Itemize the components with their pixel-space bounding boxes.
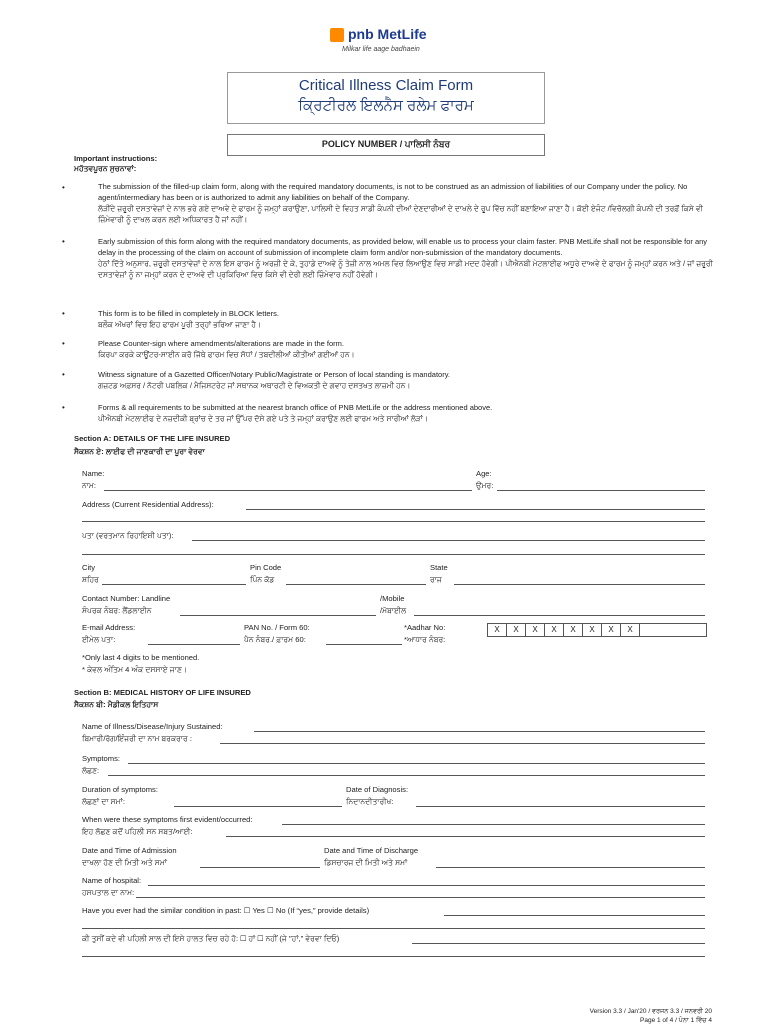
page-number: Page 1 of 4 / ਪੰਨਾ 1 ਵਿੱਚ 4 — [640, 1017, 712, 1024]
diagnosis-input[interactable] — [416, 806, 705, 807]
policy-number-label: POLICY NUMBER / ਪਾਲਿਸੀ ਨੰਬਰ — [321, 139, 451, 149]
duration-label-pa: ਲੱਛਣਾਂ ਦਾ ਸਮਾਂ: — [82, 797, 125, 806]
aadhar-digit-box[interactable]: X — [620, 623, 640, 637]
aadhar-digit-box[interactable]: X — [582, 623, 602, 637]
mobile-label-en: /Mobile — [380, 594, 405, 603]
illness-label-pa: ਬਿਮਾਰੀ/ਰੋਗ/ਇੰਜਰੀ ਦਾ ਨਾਮ ਬਰਕਰਾਰ : — [82, 734, 192, 743]
email-input[interactable] — [148, 644, 240, 645]
discharge-input[interactable] — [436, 867, 705, 868]
brand-logo — [330, 24, 450, 64]
section-a-title-pa: ਸੈਕਸ਼ਨ ਏ: ਲਾਈਫ ਦੀ ਜਾਣਕਾਰੀ ਦਾ ਪੂਰਾ ਵੇਰਵਾ — [74, 447, 205, 456]
bullet-icon: • — [62, 183, 65, 192]
age-label-pa: ਉਮਰ: — [476, 481, 494, 490]
instruction-5 — [98, 369, 718, 391]
instruction-2 — [98, 236, 718, 280]
pin-label-en: Pin Code — [250, 563, 282, 572]
hospital-label-en: Name of hospital: — [82, 876, 142, 885]
diagnosis-label-pa: ਨਿਦਾਨਦੀਤਾਰੀਖ: — [346, 797, 394, 806]
form-title-box — [227, 72, 545, 124]
section-a-title-en: Section A: DETAILS OF THE LIFE INSURED — [74, 434, 231, 443]
admission-label-en: Date and Time of Admission — [82, 846, 177, 855]
section-b-title-en: Section B: MEDICAL HISTORY OF LIFE INSURED — [74, 688, 251, 697]
similar-details-input-2[interactable] — [82, 928, 705, 929]
discharge-label-pa: ਡਿਸਚਾਰਜ ਦੀ ਮਿਤੀ ਅਤੇ ਸਮਾਂ — [324, 858, 408, 867]
instruction-5-pa: ਗਜ਼ਟਡ ਅਫ਼ਸਰ / ਨੋਟਰੀ ਪਬਲਿਕ / ਮੈਜਿਸਟਰੇਟ ਜਾਂ ਸਥਾਨਕ ਅਥਾਰਟੀ ਦੇ ਵਿਅਕਤੀ ਦੇ ਗਵਾਹ ਦਸਤਖਤ ਲਾਜ਼ਮੀ ਹਨ। — [98, 381, 411, 390]
instruction-1-pa: ਲੋੜੀਂਦੇ ਜ਼ਰੂਰੀ ਦਸਤਾਵੇਜ਼ਾਂ ਦੇ ਨਾਲ ਭਰੇ ਗਏ ਦਾਅਵੇ ਦੇ ਫਾਰਮ ਨੂੰ ਜਮ੍ਹਾਂ ਕਰਾਉਣਾ, ਪਾਲਿਸੀ ਦੇ ਵਿਹਤ ਸਾਡੀ ਕੰਪਨੀ ਦੀਆਂ ਦੇਣਦਾਰੀਆਂ ਦੇ ਦਾਖਲੇ ਦੇ ਰੂਪ ਵਿੱਚ ਨਹੀਂ ਬਣਾਇਆ ਜਾਣਾ ਹੈ। ਕੋਈ ਏਜੰਟ /ਵਿਚੋਲਗੀ ਕੰਪਨੀ ਦੀ ਤਰਫ਼ੋਂ ਕਿਸੇ ਵੀ ਜ਼ਿੰਮੇਵਾਰੀ ਨੂੰ ਦਾਖਲ ਕਰਨ ਲਈ ਅਧਿਕਾਰਤ ਹੈ ਜਾਂ ਨਹੀਂ। — [98, 204, 703, 224]
aadhar-digit-box[interactable]: X — [506, 623, 526, 637]
similar-condition-question-en[interactable]: Have you ever had the similar condition in past: ☐ Yes ☐ No (If “yes,” provide details) — [82, 906, 370, 915]
aadhar-label-pa: *ਆਧਾਰ ਨੰਬਰ: — [404, 635, 446, 644]
hospital-input[interactable] — [148, 885, 705, 886]
instruction-2-en: Early submission of this form along with the required mandatory documents, as provided below, will enable us to process your claim faster. PNB MetLife shall not be responsible for any delay in the processing of the claim on account of submission of incomplete claim form and/or non-submission of the mandatory documents. — [98, 237, 708, 257]
hospital-input-2[interactable] — [136, 897, 705, 898]
name-input[interactable] — [104, 490, 472, 491]
instruction-4-pa: ਕਿਰਪਾ ਕਰਕੇ ਕਾਊਂਟਰ-ਸਾਈਨ ਕਰੋ ਜਿੱਥੇ ਫਾਰਮ ਵਿਚ ਸੋਧਾਂ / ਤਬਦੀਲੀਆਂ ਕੀਤੀਆਂ ਗਈਆਂ ਹਨ। — [98, 350, 355, 359]
evident-label-pa: ਇਹ ਲੱਛਣ ਕਦੋਂ ਪਹਿਲੀ ਸਨ ਸਬਤ/ਆਈ: — [82, 827, 193, 836]
duration-input[interactable] — [174, 806, 342, 807]
instruction-6-pa: ਪੀਐਨਬੀ ਮੇਟਲਾਈਫ ਦੇ ਨਜ਼ਦੀਕੀ ਬ੍ਰਾਂਚ ਦੇ ਤਰ ਜਾਂ ਉੱਪਰ ਦੱਸੇ ਗਏ ਪਤੇ ਤੇ ਜਮ੍ਹਾਂ ਕਰਾਉਣ ਲਈ ਫਾਰਮ ਅਤੇ ਸਾਰੀਆਂ ਲੋੜਾਂ। — [98, 414, 428, 423]
diagnosis-label-en: Date of Diagnosis: — [346, 785, 409, 794]
address-input-3[interactable] — [192, 540, 705, 541]
address-input-2[interactable] — [82, 521, 705, 522]
contact-label-pa: ਸੰਪਰਕ ਨੰਬਰ: ਲੈਂਡਲਾਈਨ — [82, 606, 152, 615]
symptoms-label-en: Symptoms: — [82, 754, 120, 763]
discharge-label-en: Date and Time of Discharge — [324, 846, 419, 855]
city-label-pa: ਸ਼ਹਿਰ — [82, 575, 99, 584]
bullet-icon: • — [62, 339, 65, 348]
instruction-3-pa: ਬਲੌਕ ਅੱਖਰਾਂ ਵਿਚ ਇਹ ਫਾਰਮ ਪੂਰੀ ਤਰ੍ਹਾਂ ਭਰਿਆ ਜਾਣਾ ਹੈ। — [98, 320, 261, 329]
city-input[interactable] — [102, 584, 246, 585]
instruction-1 — [98, 181, 718, 225]
pan-input[interactable] — [326, 644, 402, 645]
aadhar-digit-box[interactable]: X — [544, 623, 564, 637]
state-label-en: State — [430, 563, 448, 572]
address-input-4[interactable] — [82, 554, 705, 555]
mobile-label-pa: /ਮੋਬਾਈਲ — [380, 606, 407, 615]
pnb-logo-icon — [330, 28, 344, 42]
instruction-6-en: Forms & all requirements to be submitted at the nearest branch office of PNB MetLife or the address mentioned above. — [98, 403, 493, 412]
bullet-icon: • — [62, 309, 65, 318]
evident-label-en: When were these symptoms first evident/occurred: — [82, 815, 253, 824]
aadhar-digit-box[interactable]: X — [487, 623, 507, 637]
instruction-5-en: Witness signature of a Gazetted Officer/Notary Public/Magistrate or Person of local standing is mandatory. — [98, 370, 450, 379]
aadhar-digit-box[interactable]: X — [601, 623, 621, 637]
state-label-pa: ਰਾਜ — [430, 575, 442, 584]
pin-label-pa: ਪਿੰਨ ਕੋਡ — [250, 575, 275, 584]
similar-details-input-4[interactable] — [82, 956, 705, 957]
contact-label-en: Contact Number: Landline — [82, 594, 171, 603]
evident-input-2[interactable] — [226, 836, 705, 837]
instruction-3-en: This form is to be filled in completely in BLOCK letters. — [98, 309, 279, 318]
name-label-pa: ਨਾਮ: — [82, 481, 97, 490]
email-label-en: E-mail Address: — [82, 623, 136, 632]
instruction-2-pa: ਹੇਠਾਂ ਦਿੱਤੇ ਅਨੁਸਾਰ, ਜ਼ਰੂਰੀ ਦਸਤਾਵੇਜ਼ਾਂ ਦੇ ਨਾਲ ਇਸ ਫਾਰਮ ਨੂੰ ਅਰਜ਼ੀ ਦੇ ਕੇ, ਤੁਹਾਡੇ ਦਾਅਵੇ ਨੂੰ ਤੇਜ਼ੀ ਨਾਲ ਅਮਲ ਵਿਚ ਲਿਆਉਣ ਵਿਚ ਸਾਡੀ ਮਦਦ ਹੋਵੇਗੀ। ਪੀਐਨਬੀ ਮੇਟਲਾਈਫ ਅਧੂਰੇ ਦਾਅਵੇ ਦੇ ਫਾਰਮ ਨੂੰ ਜਮ੍ਹਾਂ ਕਰਨ ਅਤੇ / ਜਾਂ ਜ਼ਰੂਰੀ ਦਸਤਾਵੇਜ਼ਾਂ ਨੂੰ ਨਾ ਜਮ੍ਹਾਂ ਕਰਨ ਦੇ ਦਾਅਵੇ ਦੀ ਪ੍ਰਕਿਰਿਆ ਵਿਚ ਕਿਸੇ ਵੀ ਦੇਰੀ ਲਈ ਜ਼ਿੰਮੇਵਾਰ ਨਹੀਂ ਹੋਵੇਗੀ। — [98, 259, 713, 279]
version-label: Version 3.3 / Jan'20 / ਵਰਜਨ 3.3 / ਜਨਵਰੀ 20 — [589, 1008, 712, 1015]
similar-condition-question-pa[interactable]: ਕੀ ਤੁਸੀਂ ਕਦੇ ਵੀ ਪਹਿਲੀ ਸਾਲ ਦੀ ਇਸੇ ਹਾਲਤ ਵਿਚ ਰਹੇ ਹੋ: ☐ ਹਾਂ ☐ ਨਹੀਂ (ਜੇ "ਹਾਂ," ਵੇਰਵਾ ਦਿਓ) — [82, 934, 340, 943]
address-label-pa: ਪਤਾ (ਵਰਤਮਾਨ ਰਿਹਾਇਸ਼ੀ ਪਤਾ): — [82, 531, 174, 540]
age-label-en: Age: — [476, 469, 492, 478]
illness-input[interactable] — [254, 731, 705, 732]
section-b-title-pa: ਸੈਕਸ਼ਨ ਬੀ: ਮੈਡੀਕਲ ਇਤਿਹਾਸ — [74, 700, 159, 709]
instructions-heading-pa: ਮਹੱਤਵਪੂਰਨ ਸੁਚਨਾਵਾਂ: — [74, 164, 137, 173]
aadhar-label-en: *Aadhar No: — [404, 623, 446, 632]
instruction-3 — [98, 308, 718, 330]
bullet-icon: • — [62, 237, 65, 246]
instructions-heading-en: Important instructions: — [74, 154, 158, 163]
illness-label-en: Name of Illness/Disease/Injury Sustained: — [82, 722, 223, 731]
instruction-4-en: Please Counter-sign where amendments/alterations are made in the form. — [98, 339, 344, 348]
pin-input[interactable] — [286, 584, 426, 585]
illness-input-2[interactable] — [220, 743, 705, 744]
aadhar-digit-box[interactable]: X — [525, 623, 545, 637]
form-title-en: Critical Illness Claim Form — [298, 77, 474, 94]
symptoms-label-pa: ਲੱਛਣ: — [82, 766, 100, 775]
pan-label-pa: ਪੈਨ ਨੰਬਰ./ ਫ਼ਾਰਮ 60: — [244, 635, 306, 644]
age-input[interactable] — [497, 490, 705, 491]
aadhar-last-digits-box[interactable] — [639, 623, 707, 637]
instruction-4 — [98, 338, 718, 360]
aadhar-note-en: *Only last 4 digits to be mentioned. — [82, 653, 200, 662]
bullet-icon: • — [62, 403, 65, 412]
aadhar-digit-box[interactable]: X — [563, 623, 583, 637]
instruction-6 — [98, 402, 718, 424]
brand-tagline: Milkar life aage badhaein — [342, 46, 420, 53]
policy-number-field[interactable] — [227, 134, 545, 156]
admission-label-pa: ਦਾਖਲਾ ਹੋਣ ਦੀ ਮਿਤੀ ਅਤੇ ਸਮਾਂ — [82, 858, 167, 867]
address-label-en: Address (Current Residential Address): — [82, 500, 214, 509]
hospital-label-pa: ਹਸਪਤਾਲ ਦਾ ਨਾਮ: — [82, 888, 135, 897]
email-label-pa: ਈਮੇਲ ਪਤਾ: — [82, 635, 116, 644]
name-label-en: Name: — [82, 469, 105, 478]
instruction-1-en: The submission of the filled-up claim form, along with the required mandatory documents, is not to be construed as an admission of liabilities of our Company under the policy. No agent/intermediary has been or is authorized to admit any liabilities on behalf of the Company. — [98, 182, 688, 202]
symptoms-input[interactable] — [128, 763, 705, 764]
landline-input[interactable] — [180, 615, 376, 616]
form-title-pa: ਕ੍ਰਿਟੀਰਲ ਇਲਨੈਸ ਰਲੇਮ ਫਾਰਮ — [298, 97, 474, 114]
symptoms-input-2[interactable] — [108, 775, 705, 776]
similar-details-input-3[interactable] — [412, 943, 705, 944]
city-label-en: City — [82, 563, 96, 572]
admission-input[interactable] — [200, 867, 320, 868]
duration-label-en: Duration of symptoms: — [82, 785, 158, 794]
evident-input[interactable] — [282, 824, 705, 825]
brand-name: pnb MetLife — [348, 26, 427, 42]
mobile-input[interactable] — [414, 615, 705, 616]
similar-details-input[interactable] — [444, 915, 705, 916]
aadhar-note-pa: * ਕੇਵਲ ਅੰਤਿਮ 4 ਅੰਕ ਦਸਸਾਏ ਜਾਣ। — [82, 665, 187, 674]
state-input[interactable] — [454, 584, 705, 585]
bullet-icon: • — [62, 370, 65, 379]
address-input-1[interactable] — [246, 509, 705, 510]
pan-label-en: PAN No. / Form 60: — [244, 623, 310, 632]
